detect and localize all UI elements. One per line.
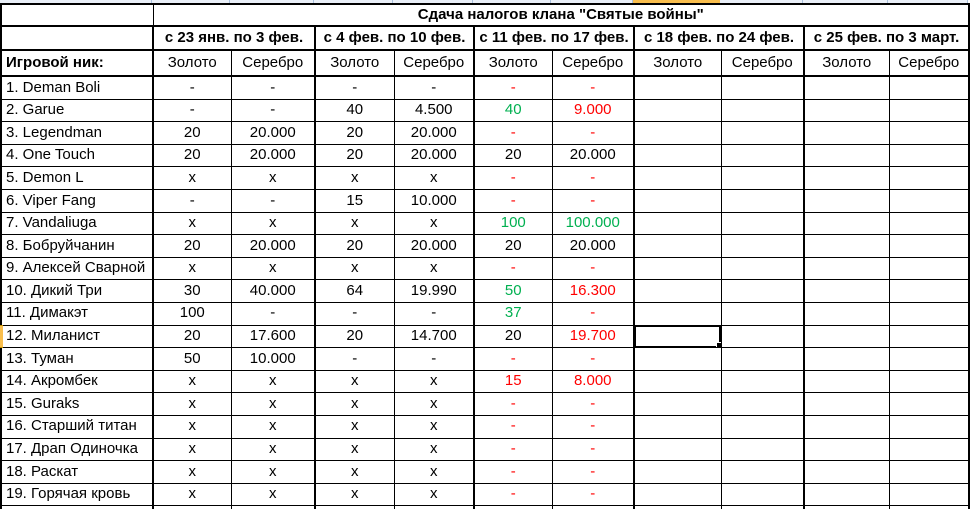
- tax-value-cell[interactable]: -: [474, 122, 552, 145]
- tax-value-cell[interactable]: x: [315, 167, 394, 190]
- player-name-cell[interactable]: 16. Старший титан: [1, 415, 153, 438]
- player-name-cell[interactable]: 1. Deman Boli: [1, 76, 153, 99]
- player-name-cell[interactable]: 4. One Touch: [1, 144, 153, 167]
- tax-value-cell[interactable]: [721, 370, 804, 393]
- tax-value-cell[interactable]: -: [552, 415, 634, 438]
- tax-value-cell[interactable]: -: [474, 167, 552, 190]
- tax-value-cell[interactable]: 20.000: [394, 144, 474, 167]
- table-row: [1, 99, 969, 122]
- table-row: [1, 370, 969, 393]
- tax-value-cell[interactable]: -: [231, 99, 315, 122]
- tax-value-cell[interactable]: [889, 461, 969, 484]
- tax-value-cell[interactable]: [889, 76, 969, 99]
- player-name-cell[interactable]: 12. Миланист: [1, 325, 153, 348]
- tax-value-cell[interactable]: 14.700: [394, 325, 474, 348]
- tax-value-cell[interactable]: -: [552, 302, 634, 325]
- tax-value-cell[interactable]: [889, 370, 969, 393]
- tax-value-cell[interactable]: -: [315, 348, 394, 371]
- tax-value-cell[interactable]: [804, 280, 889, 303]
- tax-value-cell[interactable]: x: [315, 438, 394, 461]
- tax-value-cell[interactable]: 100: [153, 302, 231, 325]
- player-name-cell[interactable]: 6. Viper Fang: [1, 189, 153, 212]
- tax-value-cell[interactable]: 37: [474, 302, 552, 325]
- tax-value-cell[interactable]: x: [153, 257, 231, 280]
- tax-value-cell[interactable]: 50: [474, 280, 552, 303]
- tax-value-cell[interactable]: -: [552, 483, 634, 506]
- player-name-cell[interactable]: 19. Горячая кровь: [1, 483, 153, 506]
- table-title[interactable]: Сдача налогов клана "Святые войны": [153, 4, 969, 26]
- tax-value-cell[interactable]: x: [153, 415, 231, 438]
- tax-value-cell[interactable]: [634, 122, 721, 145]
- tax-value-cell[interactable]: -: [552, 348, 634, 371]
- tax-value-cell[interactable]: 40: [315, 99, 394, 122]
- tax-value-cell[interactable]: [804, 144, 889, 167]
- tax-value-cell[interactable]: -: [394, 302, 474, 325]
- tax-value-cell[interactable]: x: [231, 167, 315, 190]
- tax-value-cell[interactable]: [889, 235, 969, 258]
- tax-value-cell[interactable]: [634, 99, 721, 122]
- tax-value-cell[interactable]: x: [394, 483, 474, 506]
- tax-value-cell[interactable]: [721, 167, 804, 190]
- tax-value-cell[interactable]: [889, 189, 969, 212]
- player-name-cell[interactable]: 3. Legendman: [1, 122, 153, 145]
- tax-value-cell[interactable]: [889, 302, 969, 325]
- table-row: [1, 235, 969, 258]
- tax-value-cell[interactable]: [721, 348, 804, 371]
- tax-value-cell[interactable]: 100.000: [552, 212, 634, 235]
- table-row: [1, 415, 969, 438]
- player-name-cell[interactable]: 13. Туман: [1, 348, 153, 371]
- tax-value-cell[interactable]: 40: [474, 99, 552, 122]
- tax-value-cell[interactable]: [721, 393, 804, 416]
- tax-value-cell[interactable]: -: [474, 393, 552, 416]
- tax-value-cell[interactable]: [889, 99, 969, 122]
- tax-value-cell[interactable]: [889, 483, 969, 506]
- tax-value-cell[interactable]: [889, 393, 969, 416]
- tax-value-cell[interactable]: 20: [474, 144, 552, 167]
- tax-value-cell[interactable]: [804, 302, 889, 325]
- table-row: [1, 393, 969, 416]
- tax-value-cell[interactable]: [634, 144, 721, 167]
- tax-value-cell[interactable]: [721, 325, 804, 348]
- tax-value-cell[interactable]: 20.000: [231, 144, 315, 167]
- tax-value-cell[interactable]: x: [153, 461, 231, 484]
- tax-value-cell[interactable]: 8.000: [552, 370, 634, 393]
- tax-value-cell[interactable]: [804, 461, 889, 484]
- gold-column-header[interactable]: Золото: [315, 50, 394, 76]
- tax-value-cell[interactable]: x: [315, 415, 394, 438]
- tax-value-cell[interactable]: -: [552, 189, 634, 212]
- tax-value-cell[interactable]: x: [315, 461, 394, 484]
- tax-value-cell[interactable]: 20: [153, 122, 231, 145]
- tax-value-cell[interactable]: 20: [153, 235, 231, 258]
- table-row: [1, 438, 969, 461]
- tax-value-cell[interactable]: [889, 212, 969, 235]
- tax-value-cell[interactable]: [721, 99, 804, 122]
- silver-column-header[interactable]: Серебро: [394, 50, 474, 76]
- tax-value-cell[interactable]: -: [394, 76, 474, 99]
- tax-value-cell[interactable]: x: [394, 167, 474, 190]
- player-name-cell[interactable]: 5. Demon L: [1, 167, 153, 190]
- tax-value-cell[interactable]: 20.000: [231, 122, 315, 145]
- tax-value-cell[interactable]: -: [231, 76, 315, 99]
- tax-value-cell[interactable]: -: [474, 76, 552, 99]
- tax-value-cell[interactable]: [889, 122, 969, 145]
- tax-value-cell[interactable]: x: [315, 212, 394, 235]
- tax-value-cell[interactable]: x: [394, 461, 474, 484]
- tax-value-cell[interactable]: 20: [153, 325, 231, 348]
- player-name-cell[interactable]: 10. Дикий Три: [1, 280, 153, 303]
- tax-value-cell[interactable]: -: [552, 167, 634, 190]
- table-row: [1, 76, 969, 99]
- tax-value-cell[interactable]: [721, 483, 804, 506]
- tax-value-cell[interactable]: 20: [474, 325, 552, 348]
- table-row: [1, 189, 969, 212]
- tax-value-cell[interactable]: -: [474, 438, 552, 461]
- excel-row-header-highlight-sliver: [0, 325, 3, 348]
- player-name-cell[interactable]: 18. Раскат: [1, 461, 153, 484]
- tax-value-cell[interactable]: 20: [153, 144, 231, 167]
- table-row: [1, 461, 969, 484]
- tax-value-cell[interactable]: [804, 325, 889, 348]
- tax-value-cell[interactable]: [804, 393, 889, 416]
- tax-value-cell[interactable]: 20.000: [552, 235, 634, 258]
- tax-value-cell[interactable]: x: [394, 212, 474, 235]
- tax-value-cell[interactable]: [804, 212, 889, 235]
- tax-value-cell[interactable]: 10.000: [231, 348, 315, 371]
- tax-value-cell[interactable]: [804, 99, 889, 122]
- tax-value-cell[interactable]: 16.300: [552, 280, 634, 303]
- tax-value-cell[interactable]: [804, 122, 889, 145]
- tax-value-cell[interactable]: [889, 325, 969, 348]
- tax-value-cell[interactable]: x: [153, 483, 231, 506]
- tax-value-cell[interactable]: -: [153, 76, 231, 99]
- corner-empty-cell[interactable]: [1, 4, 153, 26]
- tax-value-cell[interactable]: [804, 438, 889, 461]
- tax-value-cell[interactable]: [634, 280, 721, 303]
- silver-column-header[interactable]: Серебро: [889, 50, 969, 76]
- tax-value-cell[interactable]: x: [153, 370, 231, 393]
- tax-value-cell[interactable]: [634, 76, 721, 99]
- tax-value-cell[interactable]: x: [231, 393, 315, 416]
- tax-value-cell[interactable]: 40.000: [231, 280, 315, 303]
- silver-column-header[interactable]: Серебро: [552, 50, 634, 76]
- tax-value-cell[interactable]: 20: [315, 122, 394, 145]
- table-row: [1, 302, 969, 325]
- clan-tax-table: [0, 3, 970, 509]
- tax-value-cell[interactable]: x: [153, 438, 231, 461]
- tax-value-cell[interactable]: [634, 370, 721, 393]
- tax-value-cell[interactable]: 50: [153, 348, 231, 371]
- tax-value-cell[interactable]: x: [231, 483, 315, 506]
- tax-value-cell[interactable]: 64: [315, 280, 394, 303]
- tax-value-cell[interactable]: [721, 438, 804, 461]
- table-row: [1, 483, 969, 506]
- gold-column-header[interactable]: Золото: [804, 50, 889, 76]
- tax-value-cell[interactable]: -: [474, 257, 552, 280]
- table-row: [1, 348, 969, 371]
- tax-value-cell[interactable]: [634, 167, 721, 190]
- tax-value-cell[interactable]: x: [231, 415, 315, 438]
- tax-value-cell[interactable]: 19.700: [552, 325, 634, 348]
- tax-value-cell[interactable]: x: [153, 212, 231, 235]
- table-row: [1, 325, 969, 348]
- tax-value-cell[interactable]: [804, 235, 889, 258]
- table-row: [1, 257, 969, 280]
- tax-value-cell[interactable]: [634, 302, 721, 325]
- tax-value-cell[interactable]: -: [552, 461, 634, 484]
- tax-value-cell[interactable]: [804, 370, 889, 393]
- gold-column-header[interactable]: Золото: [153, 50, 231, 76]
- tax-value-cell[interactable]: [889, 280, 969, 303]
- tax-value-cell[interactable]: [721, 189, 804, 212]
- tax-value-cell[interactable]: [804, 415, 889, 438]
- tax-value-cell[interactable]: [804, 483, 889, 506]
- tax-value-cell[interactable]: 19.990: [394, 280, 474, 303]
- tax-value-cell[interactable]: [721, 212, 804, 235]
- tax-value-cell[interactable]: [634, 212, 721, 235]
- tax-value-cell[interactable]: -: [552, 438, 634, 461]
- tax-value-cell[interactable]: 20.000: [394, 235, 474, 258]
- table-row: [1, 122, 969, 145]
- table-row: [1, 144, 969, 167]
- tax-value-cell[interactable]: -: [153, 99, 231, 122]
- tax-value-cell[interactable]: [721, 235, 804, 258]
- tax-value-cell[interactable]: [634, 257, 721, 280]
- tax-value-cell[interactable]: x: [231, 257, 315, 280]
- currency-header-row: [1, 50, 969, 76]
- tax-value-cell[interactable]: 20: [315, 325, 394, 348]
- tax-value-cell[interactable]: [721, 415, 804, 438]
- tax-value-cell[interactable]: [889, 415, 969, 438]
- tax-value-cell[interactable]: -: [474, 483, 552, 506]
- tax-value-cell[interactable]: x: [153, 167, 231, 190]
- tax-value-cell[interactable]: [721, 257, 804, 280]
- tax-value-cell[interactable]: x: [315, 257, 394, 280]
- tax-value-cell[interactable]: x: [315, 483, 394, 506]
- period-header[interactable]: с 23 янв. по 3 фев.: [153, 26, 315, 50]
- tax-value-cell[interactable]: [889, 167, 969, 190]
- gold-column-header[interactable]: Золото: [634, 50, 721, 76]
- tax-value-cell[interactable]: [721, 76, 804, 99]
- tax-value-cell[interactable]: [634, 235, 721, 258]
- period-header[interactable]: с 4 фев. по 10 фев.: [315, 26, 474, 50]
- tax-value-cell[interactable]: 100: [474, 212, 552, 235]
- player-name-cell[interactable]: 14. Акромбек: [1, 370, 153, 393]
- tax-value-cell[interactable]: x: [153, 393, 231, 416]
- tax-value-cell[interactable]: [634, 189, 721, 212]
- corner-empty-cell[interactable]: [1, 26, 153, 50]
- tax-value-cell[interactable]: x: [394, 415, 474, 438]
- tax-value-cell[interactable]: [804, 257, 889, 280]
- tax-value-cell[interactable]: 9.000: [552, 99, 634, 122]
- tax-value-cell[interactable]: x: [231, 438, 315, 461]
- tax-value-cell[interactable]: -: [474, 461, 552, 484]
- tax-value-cell[interactable]: 20.000: [552, 144, 634, 167]
- table-row: [1, 167, 969, 190]
- tax-value-cell[interactable]: 17.600: [231, 325, 315, 348]
- tax-value-cell[interactable]: x: [231, 461, 315, 484]
- tax-value-cell[interactable]: [721, 280, 804, 303]
- tax-value-cell[interactable]: [804, 167, 889, 190]
- player-name-cell[interactable]: 17. Драп Одиночка: [1, 438, 153, 461]
- tax-value-cell[interactable]: -: [153, 189, 231, 212]
- period-header[interactable]: с 25 фев. по 3 март.: [804, 26, 969, 50]
- player-name-cell[interactable]: 11. Димакэт: [1, 302, 153, 325]
- tax-value-cell[interactable]: x: [231, 212, 315, 235]
- tax-value-cell[interactable]: 30: [153, 280, 231, 303]
- tax-value-cell[interactable]: -: [552, 76, 634, 99]
- tax-value-cell[interactable]: 20: [474, 235, 552, 258]
- tax-value-cell[interactable]: [634, 348, 721, 371]
- tax-value-cell[interactable]: -: [315, 76, 394, 99]
- tax-value-cell[interactable]: -: [394, 348, 474, 371]
- tax-value-cell[interactable]: [634, 461, 721, 484]
- tax-value-cell[interactable]: [889, 144, 969, 167]
- tax-value-cell[interactable]: [804, 189, 889, 212]
- tax-value-cell[interactable]: [634, 483, 721, 506]
- tax-value-cell[interactable]: [721, 461, 804, 484]
- player-name-cell[interactable]: 7. Vandaliuga: [1, 212, 153, 235]
- tax-value-cell[interactable]: [634, 438, 721, 461]
- tax-value-cell[interactable]: -: [552, 393, 634, 416]
- tax-value-cell[interactable]: -: [231, 302, 315, 325]
- title-row: [1, 4, 969, 26]
- tax-value-cell[interactable]: -: [552, 122, 634, 145]
- period-header-row: [1, 26, 969, 50]
- tax-value-cell[interactable]: x: [394, 370, 474, 393]
- player-name-cell[interactable]: 8. Бобруйчанин: [1, 235, 153, 258]
- tax-value-cell[interactable]: -: [474, 348, 552, 371]
- table-row: [1, 280, 969, 303]
- tax-value-cell[interactable]: [889, 257, 969, 280]
- table-header: [1, 4, 969, 76]
- player-nick-header[interactable]: Игровой ник:: [1, 50, 153, 76]
- period-header[interactable]: с 18 фев. по 24 фев.: [634, 26, 804, 50]
- tax-value-cell[interactable]: [804, 76, 889, 99]
- tax-value-cell[interactable]: x: [315, 393, 394, 416]
- gold-column-header[interactable]: Золото: [474, 50, 552, 76]
- tax-value-cell[interactable]: [634, 393, 721, 416]
- table-row: [1, 212, 969, 235]
- player-name-cell[interactable]: 9. Алексей Сварной: [1, 257, 153, 280]
- tax-value-cell[interactable]: 4.500: [394, 99, 474, 122]
- tax-value-cell[interactable]: x: [394, 393, 474, 416]
- tax-value-cell[interactable]: -: [315, 302, 394, 325]
- tax-value-cell[interactable]: [889, 348, 969, 371]
- tax-value-cell[interactable]: 15: [474, 370, 552, 393]
- tax-value-cell[interactable]: -: [231, 189, 315, 212]
- tax-value-cell[interactable]: -: [552, 257, 634, 280]
- tax-value-cell[interactable]: [889, 438, 969, 461]
- tax-value-cell[interactable]: [721, 302, 804, 325]
- silver-column-header[interactable]: Серебро: [231, 50, 315, 76]
- selected-cell[interactable]: [634, 325, 721, 348]
- player-name-cell[interactable]: 15. Guraks: [1, 393, 153, 416]
- tax-value-cell[interactable]: [721, 122, 804, 145]
- tax-value-cell[interactable]: 20.000: [231, 235, 315, 258]
- tax-value-cell[interactable]: 15: [315, 189, 394, 212]
- tax-value-cell[interactable]: x: [315, 370, 394, 393]
- silver-column-header[interactable]: Серебро: [721, 50, 804, 76]
- tax-value-cell[interactable]: x: [231, 370, 315, 393]
- tax-value-cell[interactable]: [634, 415, 721, 438]
- tax-value-cell[interactable]: x: [394, 438, 474, 461]
- table-body: [1, 76, 969, 509]
- tax-value-cell[interactable]: 10.000: [394, 189, 474, 212]
- tax-value-cell[interactable]: -: [474, 415, 552, 438]
- tax-value-cell[interactable]: x: [394, 257, 474, 280]
- tax-value-cell[interactable]: 20.000: [394, 122, 474, 145]
- tax-value-cell[interactable]: 20: [315, 144, 394, 167]
- tax-value-cell[interactable]: [721, 144, 804, 167]
- tax-value-cell[interactable]: 20: [315, 235, 394, 258]
- tax-value-cell[interactable]: -: [474, 189, 552, 212]
- player-name-cell[interactable]: 2. Garue: [1, 99, 153, 122]
- period-header[interactable]: с 11 фев. по 17 фев.: [474, 26, 634, 50]
- tax-value-cell[interactable]: [804, 348, 889, 371]
